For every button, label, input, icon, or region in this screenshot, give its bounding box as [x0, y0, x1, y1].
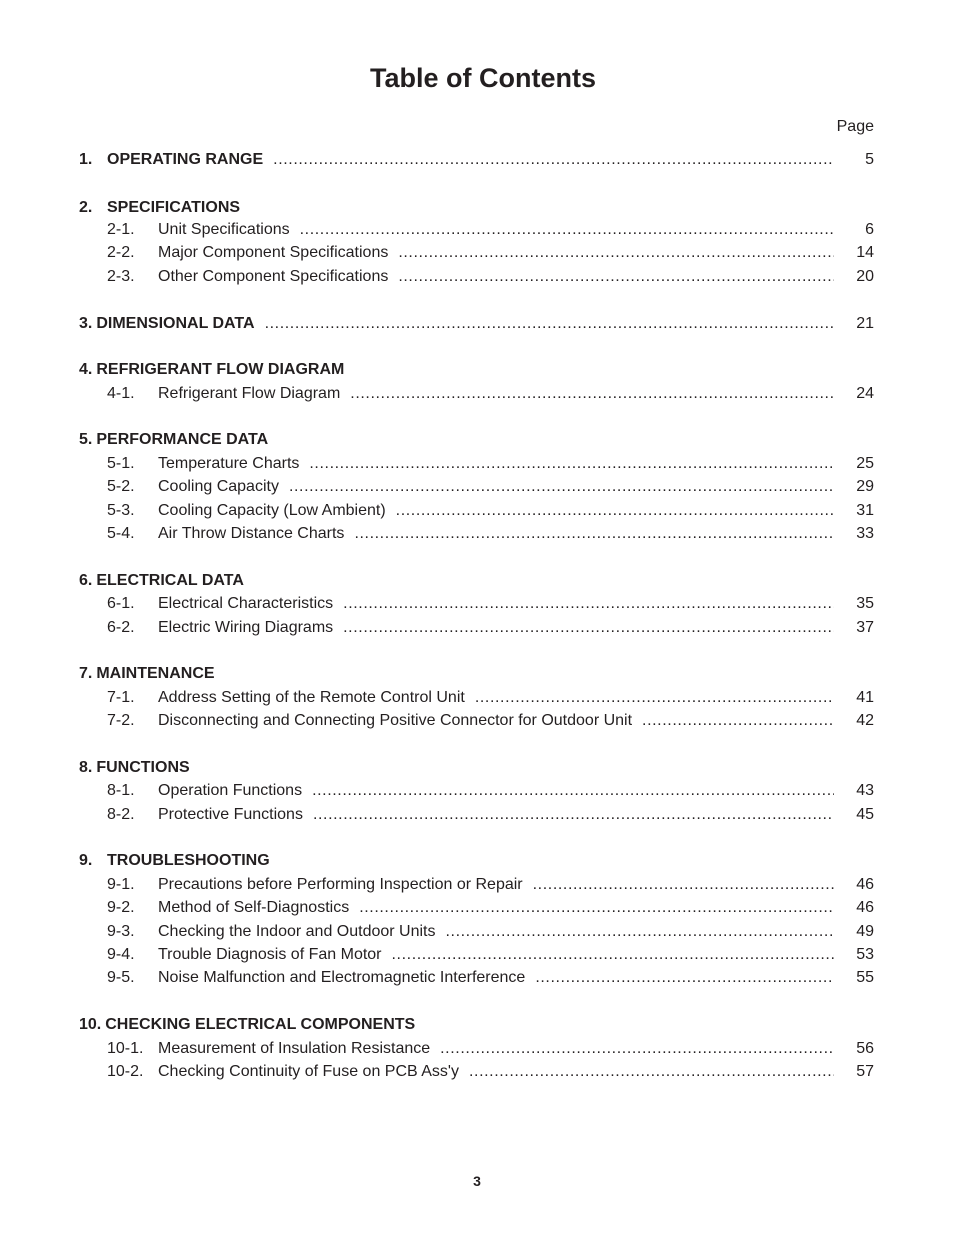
toc-number: 5-2.	[107, 478, 135, 495]
toc-section[interactable]	[79, 150, 874, 170]
toc-page-number: 57	[856, 1063, 874, 1080]
dot-leader	[309, 454, 834, 474]
toc-title: Refrigerant Flow Diagram	[158, 385, 341, 402]
toc-number: 5-4.	[107, 525, 135, 542]
toc-entry[interactable]	[79, 922, 874, 942]
toc-number: 1.	[79, 151, 93, 168]
toc-number: 2.	[79, 199, 93, 216]
toc-page-number: 53	[856, 946, 874, 963]
page-title: Table of Contents	[370, 63, 596, 93]
toc-entry[interactable]	[79, 267, 874, 287]
toc-page-number: 33	[856, 525, 874, 542]
toc-page-number: 49	[856, 923, 874, 940]
toc-number: 5.	[79, 431, 93, 448]
toc-title: Temperature Charts	[158, 455, 300, 472]
toc-number: 9.	[79, 852, 93, 869]
dot-leader	[343, 594, 834, 614]
toc-number: 4.	[79, 361, 93, 378]
toc-number: 9-5.	[107, 969, 135, 986]
toc-entry[interactable]	[79, 243, 874, 263]
toc-page-number: 6	[865, 221, 874, 238]
toc-page-number: 29	[856, 478, 874, 495]
toc-section[interactable]	[79, 198, 874, 218]
toc-number: 7.	[79, 665, 93, 682]
toc-title: ELECTRICAL DATA	[96, 572, 244, 589]
dot-leader	[535, 968, 834, 988]
page-column-label: Page	[836, 118, 874, 135]
toc-title: Unit Specifications	[158, 221, 290, 238]
toc-title: OPERATING RANGE	[107, 151, 264, 168]
toc-page-number: 43	[856, 782, 874, 799]
toc-entry[interactable]	[79, 805, 874, 825]
toc-entry[interactable]	[79, 781, 874, 801]
dot-leader	[392, 945, 834, 965]
dot-leader	[440, 1039, 834, 1059]
toc-title: Address Setting of the Remote Control Unit	[158, 689, 465, 706]
toc-number: 2-1.	[107, 221, 135, 238]
toc-entry[interactable]	[79, 1062, 874, 1082]
toc-title: Protective Functions	[158, 806, 303, 823]
toc-title: TROUBLESHOOTING	[107, 852, 270, 869]
toc-entry[interactable]	[79, 968, 874, 988]
toc-title: SPECIFICATIONS	[107, 199, 241, 216]
toc-entry[interactable]	[79, 384, 874, 404]
toc-title: Operation Functions	[158, 782, 303, 799]
toc-page-number: 5	[865, 151, 874, 168]
toc-title: Precautions before Performing Inspection or Repair	[158, 876, 523, 893]
toc-number: 8-1.	[107, 782, 135, 799]
toc-section[interactable]	[79, 314, 874, 334]
dot-leader	[398, 267, 834, 287]
toc-page-number: 42	[856, 712, 874, 729]
toc-entry[interactable]	[79, 220, 874, 240]
toc-title: DIMENSIONAL DATA	[96, 315, 255, 332]
toc-number: 9-3.	[107, 923, 135, 940]
toc-number: 6-2.	[107, 619, 135, 636]
toc-number: 5-3.	[107, 502, 135, 519]
dot-leader	[469, 1062, 834, 1082]
dot-leader	[533, 875, 834, 895]
dot-leader	[313, 805, 834, 825]
toc-number: 2-2.	[107, 244, 135, 261]
dot-leader	[359, 898, 834, 918]
toc-page-number: 46	[856, 899, 874, 916]
toc-page-number: 24	[856, 385, 874, 402]
dot-leader	[475, 688, 834, 708]
toc-page-number: 37	[856, 619, 874, 636]
toc-number: 8.	[79, 759, 93, 776]
toc-entry[interactable]	[79, 618, 874, 638]
toc-title: Noise Malfunction and Electromagnetic Interference	[158, 969, 526, 986]
toc-title: CHECKING ELECTRICAL COMPONENTS	[105, 1016, 416, 1033]
toc-section[interactable]	[79, 758, 874, 778]
toc-number: 7-1.	[107, 689, 135, 706]
toc-title: Electric Wiring Diagrams	[158, 619, 334, 636]
dot-leader	[273, 150, 834, 170]
toc-section[interactable]	[79, 430, 874, 450]
toc-page-number: 25	[856, 455, 874, 472]
toc-page-number: 20	[856, 268, 874, 285]
toc-entry[interactable]	[79, 875, 874, 895]
toc-number: 10-2.	[107, 1063, 144, 1080]
toc-title: Trouble Diagnosis of Fan Motor	[158, 946, 382, 963]
toc-title: REFRIGERANT FLOW DIAGRAM	[96, 361, 345, 378]
toc-title: Disconnecting and Connecting Positive Connector for Outdoor Unit	[158, 712, 633, 729]
toc-entry[interactable]	[79, 711, 874, 731]
dot-leader	[396, 501, 834, 521]
toc-title: Other Component Specifications	[158, 268, 389, 285]
dot-leader	[312, 781, 834, 801]
toc-number: 9-2.	[107, 899, 135, 916]
dot-leader	[265, 314, 834, 334]
toc-number: 3.	[79, 315, 93, 332]
toc-page-number: 14	[856, 244, 874, 261]
toc-page-number: 46	[856, 876, 874, 893]
toc-page-number: 21	[856, 315, 874, 332]
toc-page-number: 45	[856, 806, 874, 823]
toc-number: 10-1.	[107, 1040, 144, 1057]
toc-section[interactable]	[79, 851, 874, 871]
dot-leader	[398, 243, 834, 263]
toc-number: 4-1.	[107, 385, 135, 402]
toc-title: PERFORMANCE DATA	[96, 431, 269, 448]
toc-section[interactable]	[79, 360, 874, 380]
toc-title: FUNCTIONS	[96, 759, 190, 776]
toc-number: 9-1.	[107, 876, 135, 893]
dot-leader	[354, 524, 834, 544]
dot-leader	[289, 477, 834, 497]
toc-page-number: 55	[856, 969, 874, 986]
toc-title: Cooling Capacity (Low Ambient)	[158, 502, 386, 519]
toc-number: 6.	[79, 572, 93, 589]
toc-entry[interactable]	[79, 688, 874, 708]
toc-entry[interactable]	[79, 898, 874, 918]
toc-number: 5-1.	[107, 455, 135, 472]
toc-number: 10.	[79, 1016, 102, 1033]
toc-section[interactable]	[79, 1015, 874, 1035]
toc-number: 6-1.	[107, 595, 135, 612]
toc-section[interactable]	[79, 571, 874, 591]
toc-entry[interactable]	[79, 524, 874, 544]
toc-title: Checking the Indoor and Outdoor Units	[158, 923, 436, 940]
toc-page-number: 41	[856, 689, 874, 706]
toc-entry[interactable]	[79, 594, 874, 614]
toc-number: 2-3.	[107, 268, 135, 285]
dot-leader	[642, 711, 834, 731]
toc-title: MAINTENANCE	[96, 665, 215, 682]
toc-entry[interactable]	[79, 945, 874, 965]
toc-title: Major Component Specifications	[158, 244, 389, 261]
dot-leader	[350, 384, 834, 404]
page-number: 3	[473, 1173, 481, 1189]
toc-page-number: 56	[856, 1040, 874, 1057]
toc-title: Method of Self-Diagnostics	[158, 899, 350, 916]
toc-section[interactable]	[79, 664, 874, 684]
toc-entry[interactable]	[79, 501, 874, 521]
toc-title: Air Throw Distance Charts	[158, 525, 345, 542]
toc-entry[interactable]	[79, 454, 874, 474]
toc-title: Checking Continuity of Fuse on PCB Ass'y	[158, 1063, 459, 1080]
toc-entry[interactable]	[79, 1039, 874, 1059]
toc-title: Cooling Capacity	[158, 478, 279, 495]
toc-number: 8-2.	[107, 806, 135, 823]
dot-leader	[300, 220, 834, 240]
toc-entry[interactable]	[79, 477, 874, 497]
toc-page-number: 35	[856, 595, 874, 612]
toc-title: Measurement of Insulation Resistance	[158, 1040, 431, 1057]
toc-number: 7-2.	[107, 712, 135, 729]
toc-number: 9-4.	[107, 946, 135, 963]
toc-title: Electrical Characteristics	[158, 595, 334, 612]
dot-leader	[343, 618, 834, 638]
toc-page-number: 31	[856, 502, 874, 519]
dot-leader	[446, 922, 835, 942]
